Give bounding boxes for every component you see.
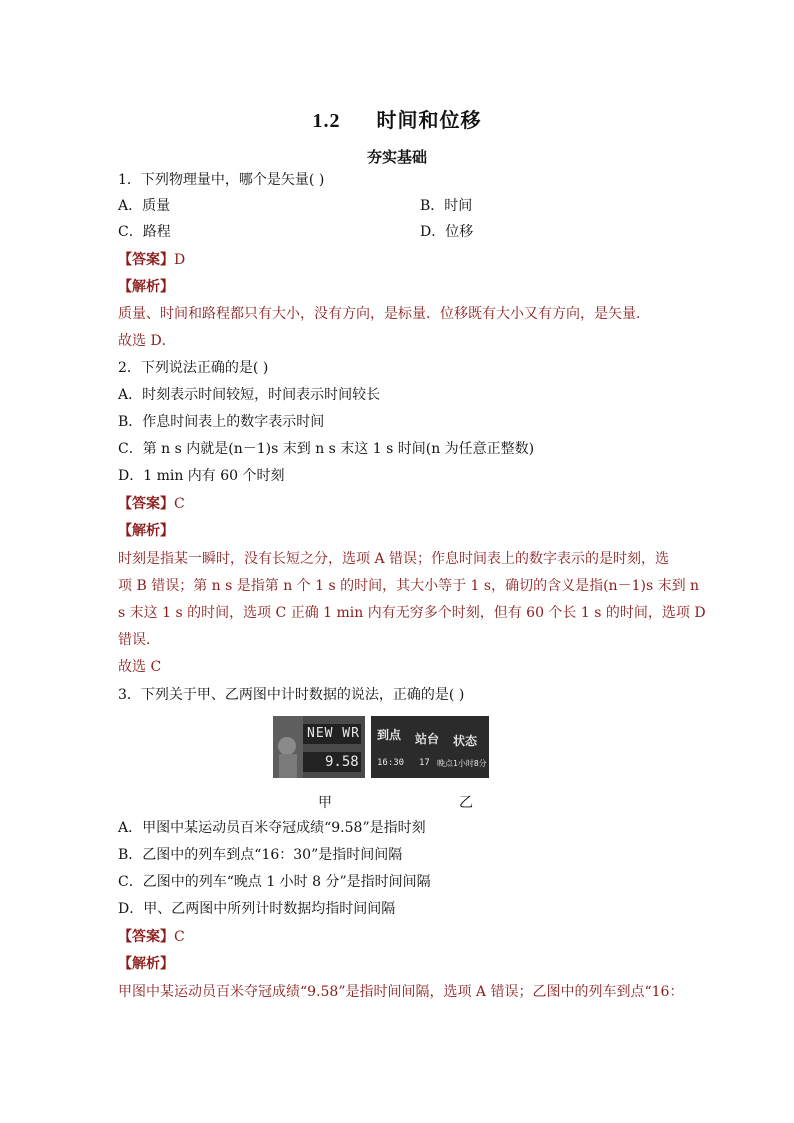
q2-answer-label: 【答案】 xyxy=(118,496,174,512)
q2-analysis-line: 时刻是指某一瞬时，没有长短之分，选项 A 错误；作息时间表上的数字表示的是时刻，选 xyxy=(118,551,670,567)
q3-analysis-line: 甲图中某运动员百米夺冠成绩“9.58”是指时间间隔，选项 A 错误；乙图中的列车到点“16： xyxy=(118,984,684,1000)
q2-option-d: D．1 min 内有 60 个时刻 xyxy=(118,468,285,484)
scoreboard-photo xyxy=(273,716,365,778)
q1-option-c: C．路程 xyxy=(118,224,171,240)
caption-yi: 乙 xyxy=(459,795,473,811)
q1-option-d: D．位移 xyxy=(420,224,474,240)
q3-analysis-label: 【解析】 xyxy=(118,956,174,972)
train-arrival-time: 16:30 xyxy=(377,758,405,768)
q2-option-c: C．第 n s 内就是(n－1)s 末到 n s 末这 1 s 时间(n 为任意正整数) xyxy=(118,441,535,457)
page-title xyxy=(0,104,794,133)
q2-answer xyxy=(118,494,185,514)
q1-analysis-line: 故选 D． xyxy=(118,333,176,349)
q1-analysis-line: 质量、时间和路程都只有大小，没有方向，是标量．位移既有大小又有方向，是矢量． xyxy=(118,306,650,322)
caption-jia: 甲 xyxy=(318,795,332,811)
chapter-title: 时间和位移 xyxy=(376,108,482,132)
train-board-photo xyxy=(371,716,489,778)
q3-stem: 3．下列关于甲、乙两图中计时数据的说法，正确的是( ) xyxy=(118,687,465,703)
q3-option-b: B．乙图中的列车到点“16：30”是指时间间隔 xyxy=(118,847,403,863)
q1-analysis-label: 【解析】 xyxy=(118,279,174,295)
q2-analysis-line: 故选 C xyxy=(118,659,162,675)
q3-option-a: A．甲图中某运动员百米夺冠成绩“9.58”是指时刻 xyxy=(118,820,426,836)
q3-answer xyxy=(118,927,185,947)
q2-option-a: A．时刻表示时间较短，时间表示时间较长 xyxy=(118,387,381,403)
q2-analysis-label: 【解析】 xyxy=(118,523,174,539)
chapter-number: 1.2 xyxy=(312,110,341,132)
train-header-arrival: 到点 xyxy=(377,728,402,742)
train-status: 晚点1小时8分 xyxy=(437,759,487,768)
q2-analysis-line: s 末这 1 s 的时间，选项 C 正确 1 min 内有无穷多个时刻，但有 60 个长 1 s 的时间，选项 D xyxy=(118,605,706,621)
scoreboard-top-text: NEW WR xyxy=(307,726,360,741)
q3-option-d: D．甲、乙两图中所列计时数据均指时间间隔 xyxy=(118,901,396,917)
q1-option-a: A．质量 xyxy=(118,198,171,214)
q1-answer-value: D xyxy=(174,252,186,268)
section-heading: 夯实基础 xyxy=(366,148,427,166)
q3-answer-label: 【答案】 xyxy=(118,929,174,945)
q3-answer-value: C xyxy=(174,929,185,945)
q2-option-b: B．作息时间表上的数字表示时间 xyxy=(118,414,325,430)
q2-stem: 2．下列说法正确的是( ) xyxy=(118,360,269,376)
scoreboard-time: 9.58 xyxy=(325,754,359,770)
q2-analysis-line: 项 B 错误；第 n s 是指第 n 个 1 s 的时间，其大小等于 1 s，确切的含义是指(n－1)s 末到 n xyxy=(118,578,700,594)
q3-option-c: C．乙图中的列车“晚点 1 小时 8 分”是指时间间隔 xyxy=(118,874,431,890)
q1-answer xyxy=(118,250,185,270)
q2-answer-value: C xyxy=(174,496,185,512)
q2-analysis-line: 错误． xyxy=(118,632,160,648)
train-platform: 17 xyxy=(419,758,430,768)
train-header-platform: 站台 xyxy=(415,732,440,746)
q1-option-b: B．时间 xyxy=(420,198,473,214)
train-header-status: 状态 xyxy=(453,734,478,748)
q1-stem: 1．下列物理量中，哪个是矢量( ) xyxy=(118,172,325,188)
q1-answer-label: 【答案】 xyxy=(118,252,174,268)
